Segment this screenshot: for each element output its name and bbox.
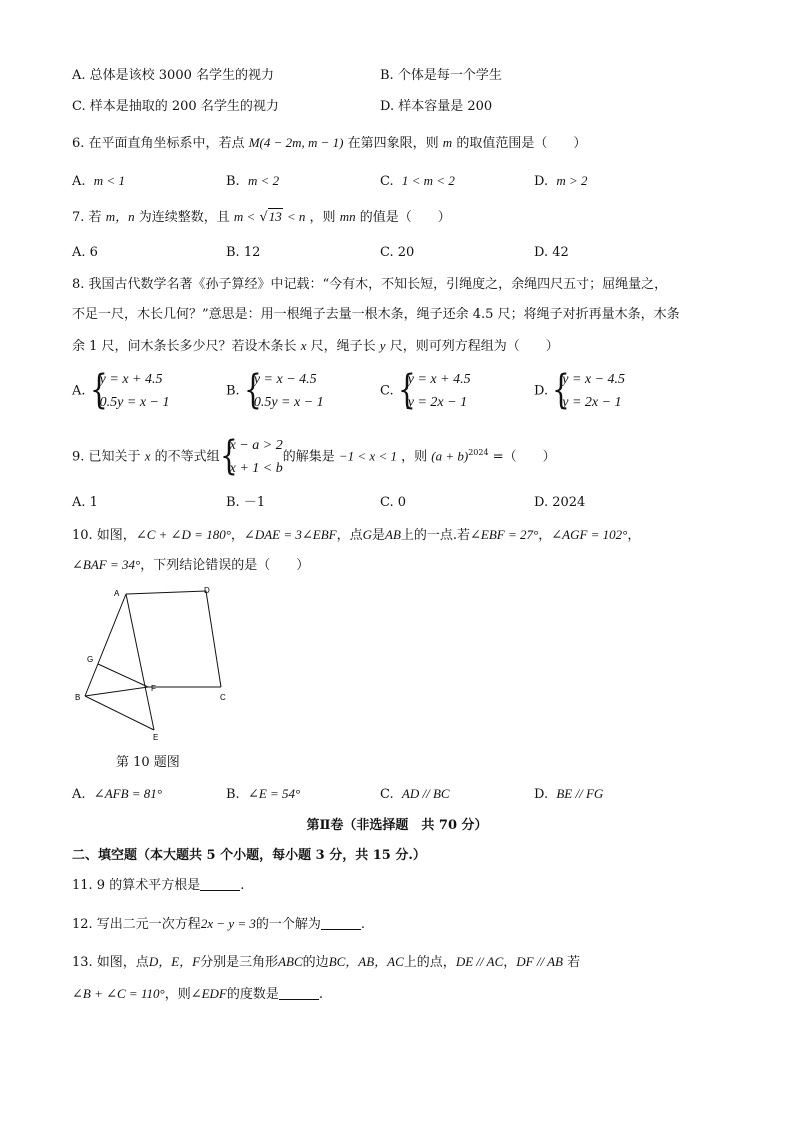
q12	[72, 915, 365, 934]
q9-text: 的解集是	[282, 449, 335, 465]
label-a: A	[114, 589, 120, 598]
q13-expr: ∠B + ∠C = 110°	[72, 986, 165, 1001]
q13-expr: ∠EDF	[190, 986, 227, 1001]
ineq-row: x − a > 2	[229, 437, 283, 453]
eq-row: 0.5y = x − 1	[253, 395, 324, 410]
q8-option-d	[534, 368, 625, 415]
q9-exponent: 2024	[468, 448, 489, 457]
eq-row: y = 2x − 1	[562, 395, 622, 410]
q8-option-a	[72, 368, 170, 415]
q13-text: ，则	[164, 987, 191, 1002]
q9-text: 的不等式组	[154, 449, 220, 465]
q13-text: 的度数是	[226, 987, 279, 1002]
q5-option-a: A. 总体是该校 3000 名学生的视力	[72, 68, 275, 83]
option-value: ∠E = 54°	[247, 786, 301, 801]
q9-text: =（ ）	[492, 449, 556, 465]
q6-option-a	[72, 172, 125, 191]
option-value: m < 1	[93, 173, 125, 188]
q13-vars: ABC	[278, 954, 303, 969]
option-label: B.	[226, 787, 240, 802]
option-label: C.	[380, 383, 394, 399]
q8-text: 余 1 尺，问木条长多少尺？若设木条长	[72, 339, 297, 354]
q7-vars: m，n	[105, 209, 135, 224]
q7-ineq: m <	[233, 209, 256, 224]
q6-stem	[72, 134, 586, 153]
q8-option-c	[380, 368, 471, 415]
answer-blank[interactable]	[200, 878, 240, 891]
q10-option-b	[226, 785, 300, 804]
q7-option-c: C. 20	[380, 245, 415, 260]
q10-figure	[72, 582, 242, 742]
q11-text: .	[240, 878, 245, 893]
q7-option-d: D. 42	[534, 245, 569, 260]
q10-option-a	[72, 785, 162, 804]
q11-text: 11. 9 的算术平方根是	[72, 878, 201, 893]
q6-stem-text: 6. 在平面直角坐标系中，若点	[72, 136, 245, 151]
option-label: A.	[72, 174, 86, 189]
q8-text: 尺，绳子长	[310, 339, 376, 354]
q9-option-b: B. －1	[226, 495, 266, 510]
q7-option-a: A. 6	[72, 245, 98, 260]
q13-text: 13. 如图，点	[72, 955, 149, 970]
q9-option-c: C. 0	[380, 495, 407, 510]
q5-option-c: C. 样本是抽取的 200 名学生的视力	[72, 99, 279, 114]
equation-system: { y = x + 4.5 0.5y = x − 1	[89, 367, 170, 413]
q9-text: 9. 已知关于	[72, 449, 141, 465]
equation-system: { y = x − 4.5 0.5y = x − 1	[243, 367, 324, 413]
q12-text: 的一个解为	[255, 917, 321, 932]
q12-equation: 2x − y = 3	[200, 916, 256, 931]
q12-text: 12. 写出二元一次方程	[72, 917, 201, 932]
label-f: F	[151, 684, 156, 693]
option-label: D.	[534, 174, 549, 189]
option-label: B.	[226, 174, 240, 189]
q7-prod: mn	[339, 209, 356, 224]
q10-text: 上的一点.若	[400, 528, 471, 543]
inequality-system: { x − a > 2 x + 1 < b	[219, 432, 283, 479]
q13-expr: DE // AC	[455, 954, 504, 969]
q13-text: 若	[567, 955, 581, 970]
option-value: 1 < m < 2	[401, 173, 455, 188]
q10-option-d	[534, 785, 603, 804]
eq-row: y = x − 4.5	[253, 372, 317, 387]
option-value: AD // BC	[401, 786, 450, 801]
q8-line-3	[72, 337, 559, 356]
q10-var: G	[362, 527, 372, 542]
option-value: m > 2	[556, 173, 588, 188]
option-label: D.	[534, 787, 549, 802]
q6-option-d	[534, 172, 588, 191]
q8-line-2: 不足一尺，木长几何？”意思是：用一根绳子去量一根木条，绳子还余 4.5 尺；将绳子对折再量木条，木条	[72, 307, 680, 322]
q10-expr: ∠EBF = 27°	[470, 527, 539, 542]
q6-option-c	[380, 172, 455, 191]
q11	[72, 877, 244, 895]
equation-system: { y = x + 4.5 y = 2x − 1	[397, 367, 471, 413]
q7-option-b: B. 12	[226, 245, 261, 260]
label-g: G	[87, 655, 94, 664]
q13-vars: BC，AB，AC	[328, 954, 404, 969]
q9-solution: −1 < x < 1	[338, 448, 397, 464]
option-label: C.	[380, 787, 394, 802]
q10-line-1	[72, 526, 640, 545]
answer-blank[interactable]	[279, 987, 319, 1000]
q12-text: .	[360, 917, 366, 932]
eq-row: y = x + 4.5	[407, 372, 471, 387]
q8-text: 尺，则可列方程组为（ ）	[389, 339, 559, 354]
q10-text: ，下列结论错误的是（ ）	[140, 558, 310, 573]
q13-expr: DF // AB	[516, 954, 563, 969]
q7-stem-text: 的值是（ ）	[359, 210, 451, 225]
q10-option-c	[380, 785, 450, 804]
label-c: C	[220, 693, 226, 702]
equation-system: { y = x − 4.5 y = 2x − 1	[552, 367, 626, 413]
q10-figure-caption: 第 10 题图	[116, 755, 180, 770]
q10-text: ，	[627, 528, 641, 543]
q8-line-1: 8. 我国古代数学名著《孙子算经》中记载：“今有木，不知长短，引绳度之，余绳四尺五寸；屈绳量之，	[72, 277, 668, 292]
eq-row: 0.5y = x − 1	[99, 395, 170, 410]
q13-text: 上的点，	[403, 955, 456, 970]
q6-point: M(4 − 2m, m − 1)	[248, 135, 344, 150]
q13-line-2	[72, 985, 323, 1004]
q6-option-b	[226, 172, 279, 191]
eq-row: y = x − 4.5	[562, 372, 626, 387]
q9-option-d: D. 2024	[534, 495, 586, 510]
q10-expr: ∠C + ∠D = 180°	[135, 527, 231, 542]
q10-text: 10. 如图，	[72, 528, 136, 543]
q6-stem-text: 在第四象限，则	[347, 136, 439, 151]
label-d: D	[204, 586, 210, 595]
q13-text: 的边	[302, 955, 329, 970]
part-2-heading: 二、填空题（本大题共 5 个小题，每小题 3 分，共 15 分.）	[72, 848, 426, 863]
label-b: B	[75, 693, 81, 702]
eq-row: y = x + 4.5	[99, 372, 163, 387]
q5-option-d: D. 样本容量是 200	[380, 99, 493, 114]
option-value: m < 2	[247, 173, 280, 188]
option-label: D.	[534, 383, 549, 399]
q10-text: ，点	[336, 528, 363, 543]
q10-text: ，	[538, 528, 552, 543]
q6-var: m	[442, 135, 453, 150]
ineq-row: x + 1 < b	[229, 460, 283, 476]
q9-stem	[72, 430, 556, 480]
q13-text: 分别是三角形	[200, 955, 279, 970]
option-label: C.	[380, 174, 394, 189]
q10-expr: ∠DAE = 3∠EBF	[243, 527, 337, 542]
q10-text: 是	[371, 528, 385, 543]
q8-var-y: y	[379, 338, 386, 353]
q10-text: ，	[230, 528, 244, 543]
eq-row: y = 2x − 1	[407, 395, 468, 410]
q8-option-b	[226, 368, 324, 415]
q10-var: AB	[385, 527, 401, 542]
q9-expr: (a + b)	[431, 448, 469, 464]
option-value: ∠AFB = 81°	[93, 786, 162, 801]
sqrt-sign: √	[259, 210, 268, 225]
answer-blank[interactable]	[321, 917, 361, 930]
option-label: A.	[72, 787, 86, 802]
q7-radicand: 13	[268, 209, 282, 224]
q9-var: x	[144, 448, 151, 464]
section-2-title: 第Ⅱ卷（非选择题 共 70 分）	[306, 818, 488, 833]
option-label: B.	[226, 383, 240, 399]
q8-var-x: x	[300, 338, 307, 353]
q6-stem-text: 的取值范围是（ ）	[456, 136, 587, 151]
q7-stem-text: 为连续整数，且	[138, 210, 230, 225]
q13-text: ，	[503, 955, 517, 970]
q9-option-a: A. 1	[72, 495, 98, 510]
q10-line-2	[72, 556, 309, 575]
q10-expr: ∠AGF = 102°	[551, 527, 628, 542]
q7-stem-text: 7. 若	[72, 210, 102, 225]
q9-text: ，则	[401, 449, 428, 465]
q7-ineq: < n	[286, 209, 306, 224]
q7-stem	[72, 208, 451, 227]
option-value: BE // FG	[556, 786, 604, 801]
option-label: A.	[72, 383, 86, 399]
label-e: E	[153, 733, 159, 742]
q13-vars: D，E，F	[148, 954, 201, 969]
q10-expr: ∠BAF = 34°	[72, 557, 141, 572]
q5-option-b: B. 个体是每一个学生	[380, 68, 502, 83]
q13-text: .	[318, 987, 324, 1002]
q7-stem-text: ，则	[309, 210, 336, 225]
q13-line-1	[72, 953, 580, 972]
